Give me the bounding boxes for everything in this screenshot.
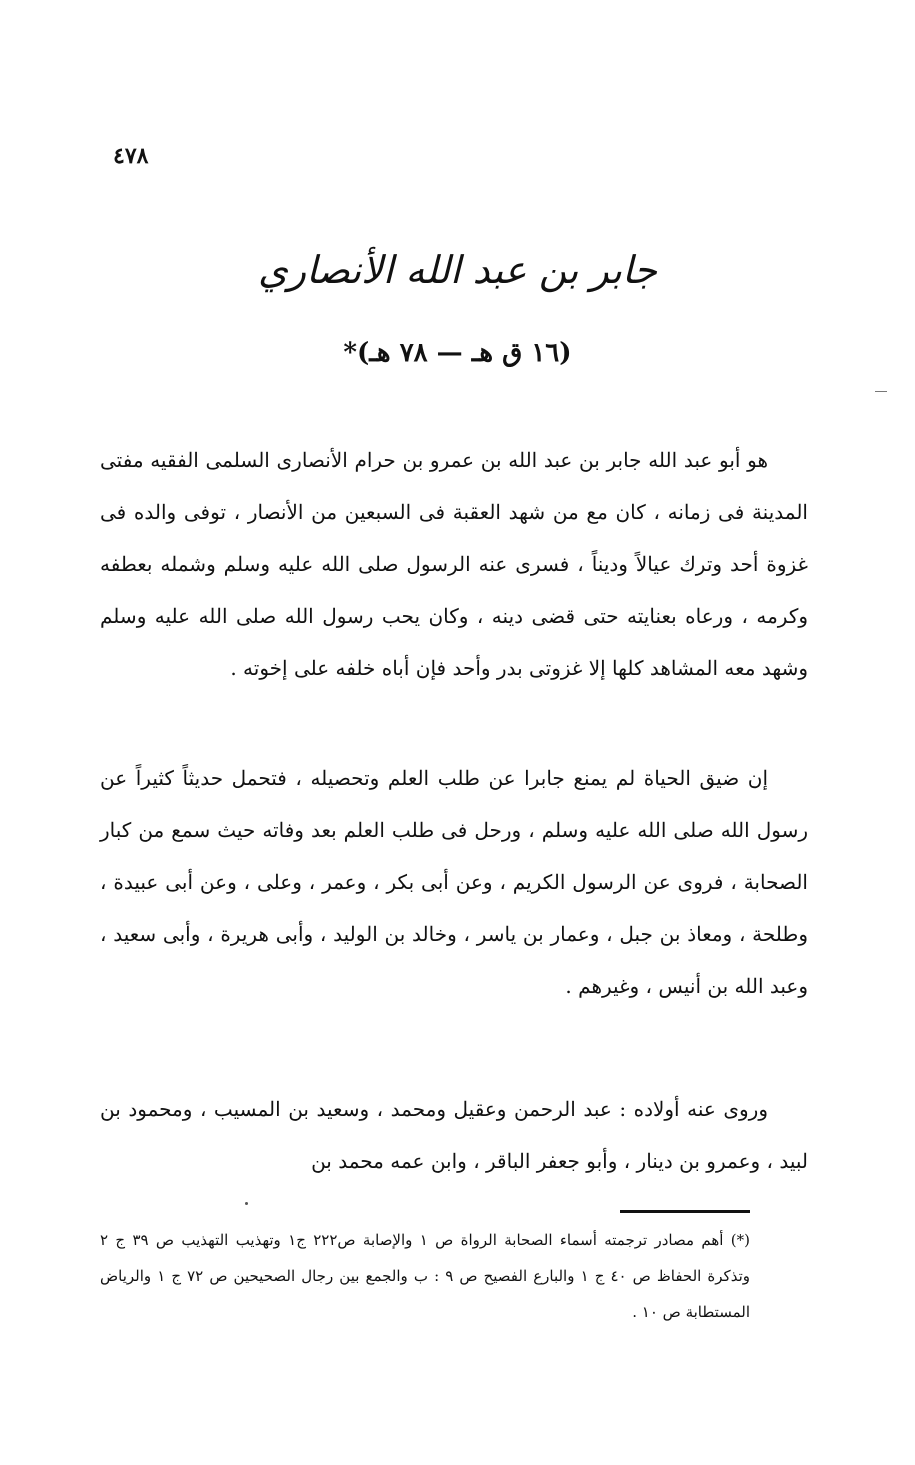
paragraph-1-text: هو أبو عبد الله جابر بن عبد الله بن عمرو بن حرام الأنصارى السلمى الفقيه مفتى المدينة فى زمانه ، كان مع من شهد العقبة فى السبعين من الأنصار ، توفى والده فى غزوة أحد وترك عيالاً وديناً ، فسرى عنه الرسول صلى الله عليه وسلم وشمله بعطفه وكرمه ، ورعاه بعنايته حتى قضى دينه ، وكان يحب رسول الله صلى الله عليه وسلم وشهد معه المشاهد كلها إلا غزوتى بدر وأحد فإن أباه خلفه على إخوته .: [100, 448, 808, 680]
footnote: (*) أهم مصادر ترجمته أسماء الصحابة الرواة ص ١ والإصابة ص٢٢٢ ج١ وتهذيب التهذيب ص ٣٩ ج ٢ وتذكرة الحفاظ ص ٤٠ ج ١ والبارع الفصيح ص ٩ : ب والجمع بين رجال الصحيحين ص ٧٢ ج ١ والرياض المستطابة ص ١٠ .: [100, 1231, 751, 1321]
page-number: ٤٧٨: [113, 143, 149, 169]
paragraph-2: [100, 752, 808, 1012]
paragraph-3: [100, 1083, 808, 1187]
paragraph-3-text: وروى عنه أولاده : عبد الرحمن وعقيل ومحمد ، وسعيد بن المسيب ، ومحمود بن لبيد ، وعمرو بن دينار ، وأبو جعفر الباقر ، وابن عمه محمد بن: [100, 1097, 808, 1173]
paragraph-2-text: إن ضيق الحياة لم يمنع جابرا عن طلب العلم وتحصيله ، فتحمل حديثاً كثيراً عن رسول الله صلى الله عليه وسلم ، ورحل فى طلب العلم بعد وفاته حيث سمع من كبار الصحابة ، فروى عن الرسول الكريم ، وعن أبى بكر ، وعمر ، وعلى ، وعن أبى عبيدة ، وطلحة ، ومعاذ بن جبل ، وعمار بن ياسر ، وخالد بن الوليد ، وأبى هريرة ، وأبى سعيد ، وعبد الله بن أنيس ، وغيرهم .: [100, 766, 808, 998]
paragraph-1: [100, 434, 808, 694]
footnote-separator: [620, 1210, 750, 1213]
margin-mark: [875, 391, 887, 392]
life-dates: (١٦ ق هـ — ٧٨ هـ)*: [343, 338, 572, 368]
ink-speck: [245, 1202, 248, 1205]
biography-title: جابر بن عبد الله الأنصاري: [257, 248, 658, 292]
